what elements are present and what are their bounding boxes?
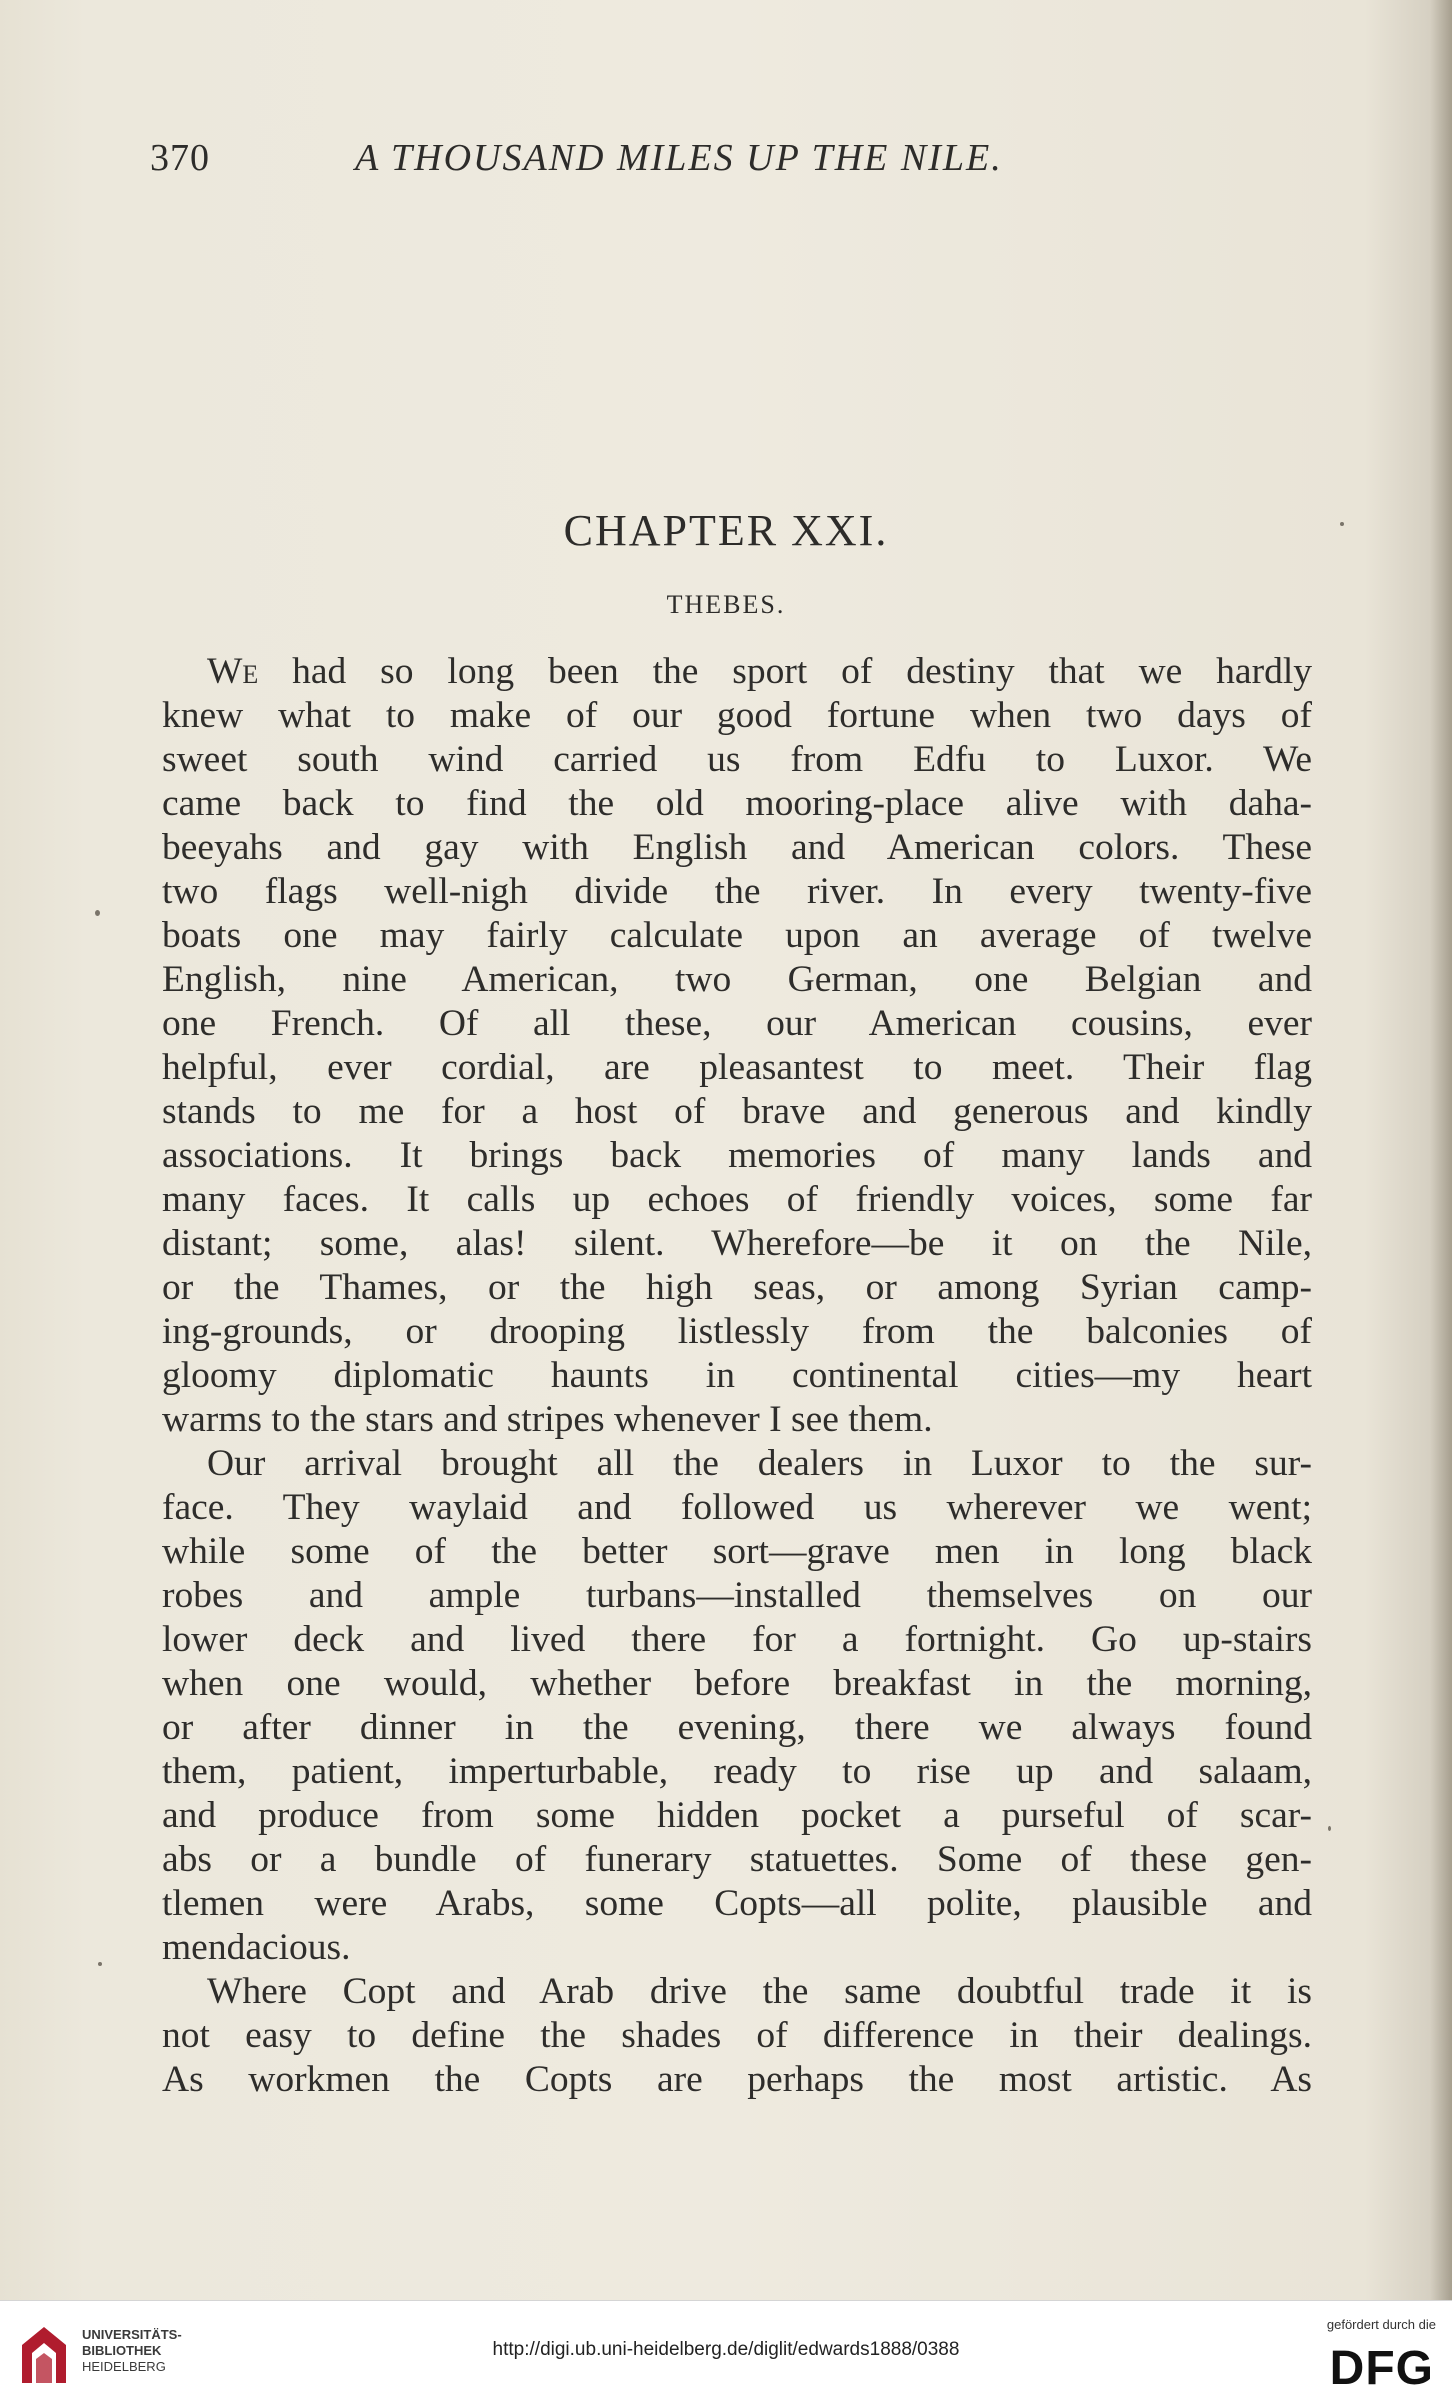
text-line: helpful, ever cordial, are pleasantest to meet. Their flag [162,1047,1312,1088]
chapter-subtitle: THEBES. [666,590,786,619]
funded-by-label: gefördert durch die [1326,2317,1436,2332]
text-line: abs or a bundle of funerary statuettes. Some of these gen- [162,1839,1312,1880]
text-line: English, nine American, two German, one Belgian and [162,959,1312,1000]
body-text [162,650,1312,2102]
text-line: ing-grounds, or drooping listlessly from the balconies of [162,1311,1312,1352]
page-edge-shadow [1430,0,1452,2300]
paper-speck [1328,1826,1331,1831]
text-line: and produce from some hidden pocket a purseful of scar- [162,1795,1312,1836]
text-line: them, patient, imperturbable, ready to rise up and salaam, [162,1751,1312,1792]
text-line: while some of the better sort—grave men in long black [162,1531,1312,1572]
text-line: tlemen were Arabs, some Copts—all polite, plausible and [162,1883,1312,1924]
paper-speck [95,910,100,916]
text-line: or after dinner in the evening, there we always found [162,1707,1312,1748]
dfg-logo: DFG [1329,2342,1434,2395]
text-line: associations. It brings back memories of many lands and [162,1135,1312,1176]
paper-speck [1340,522,1344,526]
text-line: warms to the stars and stripes whenever I see them. [162,1399,933,1440]
text-line: boats one may fairly calculate upon an average of twelve [162,915,1312,956]
text-line: Where Copt and Arab drive the same doubtful trade it is [207,1971,1312,2012]
text-line: knew what to make of our good fortune when two days of [162,695,1312,736]
text-line: mendacious. [162,1927,351,1968]
text-line: gloomy diplomatic haunts in continental cities—my heart [162,1355,1312,1396]
text-line: when one would, whether before breakfast in the morning, [162,1663,1312,1704]
text-line: sweet south wind carried us from Edfu to Luxor. We [162,739,1312,780]
text-line: one French. Of all these, our American cousins, ever [162,1003,1312,1044]
text-line: robes and ample turbans—installed themselves on our [162,1575,1312,1616]
text-line: lower deck and lived there for a fortnight. Go up-stairs [162,1619,1312,1660]
text-line: or the Thames, or the high seas, or among Syrian camp- [162,1267,1312,1308]
text-line: not easy to define the shades of difference in their dealings. [162,2015,1312,2056]
text-line: beeyahs and gay with English and American colors. These [162,827,1312,868]
text-line: Our arrival brought all the dealers in Luxor to the sur- [207,1443,1312,1484]
page-number: 370 [150,137,210,179]
library-name-line: HEIDELBERG [82,2359,166,2374]
text-line: came back to find the old mooring-place alive with daha- [162,783,1312,824]
text-line: distant; some, alas! silent. Wherefore—be it on the Nile, [162,1223,1312,1264]
digitization-footer [0,2300,1452,2408]
source-url-link[interactable]: http://digi.ub.uni-heidelberg.de/diglit/edwards1888/0388 [492,2339,960,2360]
text-line: As workmen the Copts are perhaps the most artistic. As [162,2059,1312,2100]
paper-speck [98,1962,102,1966]
running-title: A THOUSAND MILES UP THE NILE. [355,137,1003,179]
text-line: many faces. It calls up echoes of friendly voices, some far [162,1179,1312,1220]
chapter-title: CHAPTER XXI. [563,506,889,555]
library-name-line: UNIVERSITÄTS- [82,2327,182,2342]
drop-word: We [207,651,259,692]
text-line: We had so long been the sport of destiny that we hardly [207,651,1312,692]
running-head [150,136,1300,186]
text-line: stands to me for a host of brave and generous and kindly [162,1091,1312,1132]
library-name-line: BIBLIOTHEK [82,2343,162,2358]
text-line: face. They waylaid and followed us wherever we went; [162,1487,1312,1528]
text-line: two flags well-nigh divide the river. In every twenty-five [162,871,1312,912]
